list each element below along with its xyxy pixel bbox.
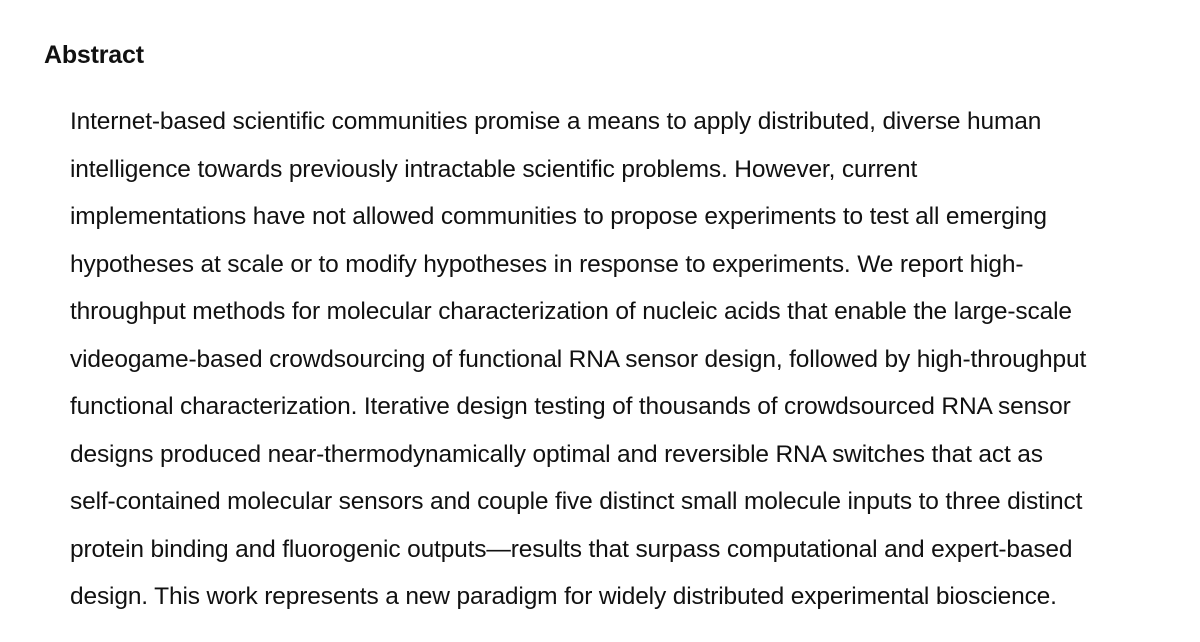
abstract-line: implementations have not allowed communities to propose experiments to test all emerging <box>70 203 1047 230</box>
abstract-line: design. This work represents a new paradigm for widely distributed experimental bioscience. <box>70 583 1057 610</box>
abstract-line: videogame-based crowdsourcing of functional RNA sensor design, followed by high-throughput <box>70 345 1087 373</box>
abstract-line: self-contained molecular sensors and couple five distinct small molecule inputs to three distinct <box>70 488 1083 515</box>
abstract-line: hypotheses at scale or to modify hypotheses in response to experiments. We report high- <box>70 250 1024 278</box>
abstract-heading: Abstract <box>44 41 144 69</box>
abstract-line: intelligence towards previously intractable scientific problems. However, current <box>70 155 918 183</box>
abstract-line: functional characterization. Iterative design testing of thousands of crowdsourced RNA sensor <box>70 393 1071 420</box>
abstract-line: protein binding and fluorogenic outputs—results that surpass computational and expert-based <box>70 535 1073 563</box>
abstract-text <box>70 98 1180 621</box>
abstract-line: designs produced near-thermodynamically optimal and reversible RNA switches that act as <box>70 440 1043 468</box>
abstract-line: throughput methods for molecular characterization of nucleic acids that enable the large-scale <box>70 298 1072 325</box>
abstract-line: Internet-based scientific communities promise a means to apply distributed, diverse human <box>70 108 1042 135</box>
